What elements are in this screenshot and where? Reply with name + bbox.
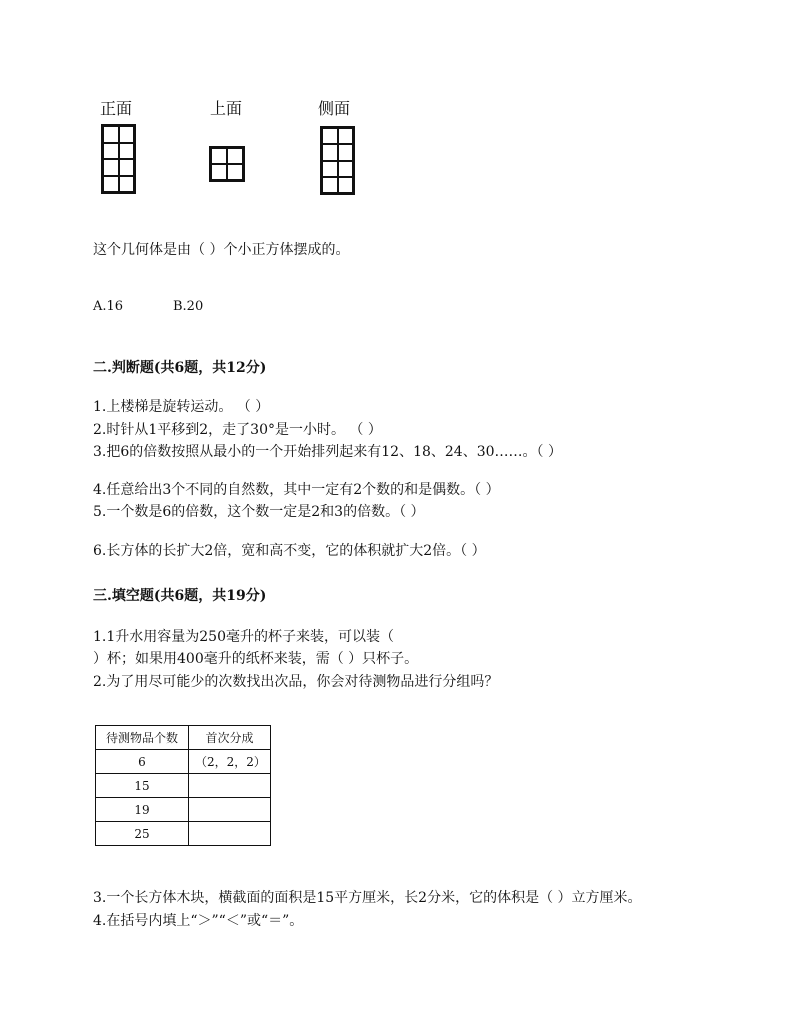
list-item: ）杯；如果用400毫升的纸杯来装，需（ ）只杯子。	[93, 651, 419, 667]
table-header-row	[96, 726, 271, 750]
list-item: 3.一个长方体木块，横截面的面积是15平方厘米，长2分米，它的体积是（ ）立方厘米。	[93, 890, 642, 906]
side-view-grid	[320, 126, 355, 195]
table-cell	[189, 822, 271, 846]
list-item: 5.一个数是6的倍数，这个数一定是2和3的倍数。（ ）	[93, 504, 425, 520]
section-heading-fill-blank: 三.填空题(共6题，共19分)	[93, 588, 267, 604]
data-table	[95, 725, 271, 846]
front-view-grid	[101, 124, 136, 194]
list-item: 4.在括号内填上“＞”“＜”或“＝”。	[93, 913, 304, 929]
table-cell	[189, 774, 271, 798]
question-text: 这个几何体是由（ ）个小正方体摆成的。	[93, 242, 350, 258]
top-view-label: 上面	[210, 99, 243, 118]
table-row	[96, 774, 271, 798]
table-row	[96, 798, 271, 822]
option-a: A.16	[93, 299, 124, 314]
list-item: 4.任意给出3个不同的自然数，其中一定有2个数的和是偶数。（ ）	[93, 482, 500, 498]
table-cell: 25	[96, 822, 189, 846]
option-b: B.20	[173, 299, 204, 314]
list-item: 2.时针从1平移到2，走了30°是一小时。 （ ）	[93, 422, 382, 438]
list-item: 1.1升水用容量为250毫升的杯子来装，可以装（	[93, 629, 394, 645]
side-view-label: 侧面	[318, 99, 351, 118]
table-header-cell: 待测物品个数	[96, 726, 189, 750]
list-item: 3.把6的倍数按照从最小的一个开始排列起来有12、18、24、30……。（ ）	[93, 444, 562, 460]
table-cell: 6	[96, 750, 189, 774]
table-cell: 19	[96, 798, 189, 822]
table-row	[96, 822, 271, 846]
table-cell: 15	[96, 774, 189, 798]
top-view-grid	[209, 146, 245, 182]
front-view-label: 正面	[100, 99, 133, 118]
table-cell	[189, 798, 271, 822]
list-item: 1.上楼梯是旋转运动。 （ ）	[93, 399, 270, 415]
table-header-cell: 首次分成	[189, 726, 271, 750]
table-row	[96, 750, 271, 774]
list-item: 2.为了用尽可能少的次数找出次品，你会对待测物品进行分组吗？	[93, 674, 499, 690]
section-heading-true-false: 二.判断题(共6题，共12分)	[93, 360, 267, 376]
list-item: 6.长方体的长扩大2倍，宽和高不变，它的体积就扩大2倍。（ ）	[93, 543, 486, 559]
table-cell: （2，2，2）	[189, 750, 271, 774]
